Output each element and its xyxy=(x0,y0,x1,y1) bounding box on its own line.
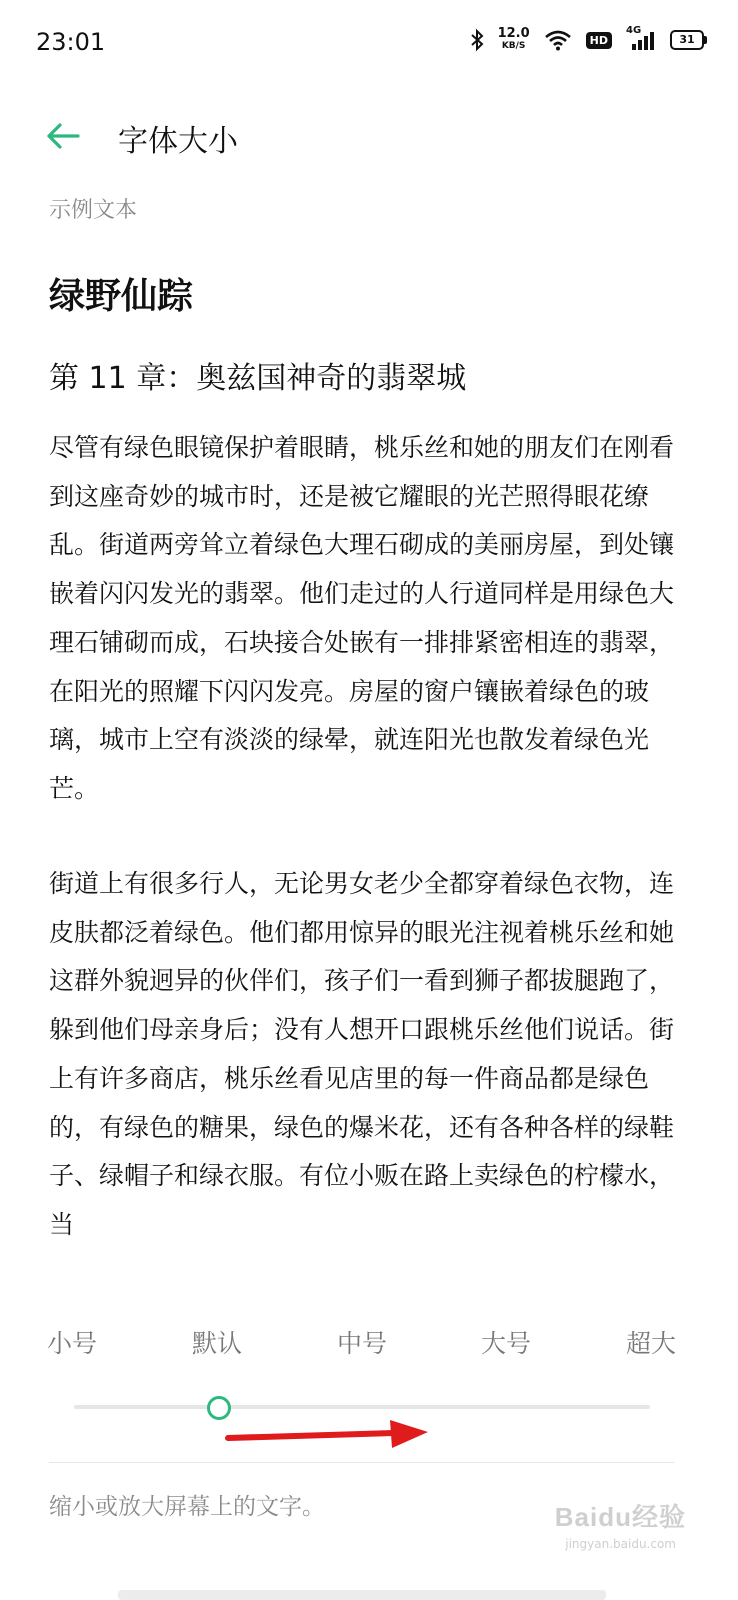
hd-badge: HD xyxy=(586,32,612,49)
status-icons xyxy=(470,25,704,52)
font-size-option-default[interactable]: 默认 xyxy=(191,1329,243,1358)
back-button[interactable] xyxy=(42,114,86,158)
preview-paragraph: 尽管有绿色眼镜保护着眼睛，桃乐丝和她的朋友们在刚看到这座奇妙的城市时，还是被它耀眼的光芒照得眼花缭乱。街道两旁耸立着绿色大理石砌成的美丽房屋，到处镶嵌着闪闪发光的翡翠。他们走过的人行道同样是用绿色大理石铺砌而成，石块接合处嵌有一排排紧密相连的翡翠，在阳光的照耀下闪闪发亮。房屋的窗户镶嵌着绿色的玻璃，城市上空有淡淡的绿晕，就连阳光也散发着绿色光芒。 xyxy=(49,433,675,803)
battery-icon: 31 xyxy=(670,30,704,50)
baidu-watermark: Baidu经验 xyxy=(554,1502,686,1532)
bottom-bar xyxy=(118,1590,606,1600)
font-size-option-large[interactable]: 大号 xyxy=(480,1329,532,1358)
bluetooth-icon xyxy=(470,28,484,52)
slider-track[interactable] xyxy=(74,1405,650,1409)
book-title: 绿野仙踪 xyxy=(49,276,194,317)
font-size-hint: 缩小或放大屏幕上的文字。 xyxy=(49,1494,325,1520)
network-speed: 12.0 KB/S xyxy=(497,26,530,51)
chapter-title: 第 11 章：奥兹国神奇的翡翠城 xyxy=(49,361,467,396)
baidu-watermark-url: jingyan.baidu.com xyxy=(565,1537,676,1551)
font-size-options xyxy=(0,1324,738,1364)
font-size-option-medium[interactable]: 中号 xyxy=(336,1329,388,1358)
font-size-option-extra-large[interactable]: 超大 xyxy=(625,1329,677,1358)
app-header xyxy=(0,100,738,170)
sample-text-label: 示例文本 xyxy=(49,198,138,223)
arrow-left-icon xyxy=(42,114,86,158)
page-title: 字体大小 xyxy=(118,124,238,159)
status-bar xyxy=(0,0,738,90)
status-time: 23:01 xyxy=(36,28,106,56)
preview-paragraph: 街道上有很多行人，无论男女老少全都穿着绿色衣物，连皮肤都泛着绿色。他们都用惊异的眼光注视着桃乐丝和她这群外貌迥异的伙伴们，孩子们一看到狮子都拔腿跑了，躲到他们母亲身后；没有人想开口跟桃乐丝他们说话。街上有许多商店，桃乐丝看见店里的每一件商品都是绿色的，有绿色的糖果，绿色的爆米花，还有各种各样的绿鞋子、绿帽子和绿衣服。有位小贩在路上卖绿色的柠檬水，当 xyxy=(49,869,674,1239)
wifi-icon xyxy=(544,29,572,51)
red-arrow-annotation xyxy=(224,1414,434,1454)
font-size-option-small[interactable]: 小号 xyxy=(46,1329,98,1358)
signal-icon: 4G xyxy=(626,29,656,51)
divider xyxy=(49,1462,674,1463)
